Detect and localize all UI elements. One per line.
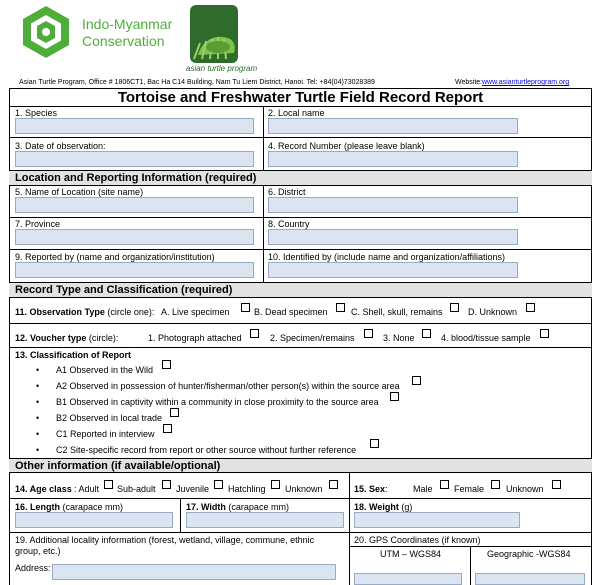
- observation-type-label: 11. Observation Type: [15, 307, 105, 317]
- utm-label: UTM – WGS84: [380, 549, 442, 559]
- bullet: •: [36, 445, 40, 455]
- class-item-c2[interactable]: C2 Site-specific record from report or other source without further reference: [56, 445, 357, 455]
- divider: [180, 498, 181, 532]
- atp-logo: [188, 3, 260, 73]
- voucher-none-checkbox[interactable]: [422, 329, 431, 338]
- bullet: •: [36, 397, 40, 407]
- sex-option-male[interactable]: Male: [413, 484, 433, 494]
- divider: [470, 546, 471, 585]
- geographic-label: Geographic -WGS84: [487, 549, 571, 559]
- other-section-header: [9, 458, 592, 473]
- voucher-photo-checkbox[interactable]: [250, 329, 259, 338]
- obs-option-dead[interactable]: B. Dead specimen: [254, 307, 328, 317]
- sex-colon: :: [385, 484, 388, 494]
- locality-label-line2: group, etc.): [15, 546, 61, 556]
- record-section-header: [9, 282, 592, 298]
- voucher-option-specimen[interactable]: 2. Specimen/remains: [270, 333, 355, 343]
- voucher-blood-checkbox[interactable]: [540, 329, 549, 338]
- voucher-option-photo[interactable]: 1. Photograph attached: [148, 333, 242, 343]
- imc-logo: [18, 4, 74, 60]
- weight-input[interactable]: [354, 512, 520, 528]
- length-label: 16. Length: [15, 502, 61, 512]
- gps-label: 20. GPS Coordinates (if known): [354, 535, 481, 545]
- divider: [9, 137, 592, 138]
- voucher-option-blood[interactable]: 4. blood/tissue sample: [441, 333, 531, 343]
- width-input[interactable]: [186, 512, 344, 528]
- geographic-input[interactable]: [475, 573, 585, 585]
- class-b2-checkbox[interactable]: [170, 408, 179, 417]
- sex-female-checkbox[interactable]: [491, 480, 500, 489]
- divider: [9, 498, 592, 499]
- divider: [349, 473, 350, 585]
- weight-unit: (g): [398, 502, 413, 512]
- address-line: Asian Turtle Program, Office # 1806CT1, Bac Ha C14 Building, Nam Tu Liem District, Hanoi. Tel: +84(04)73028389: [19, 79, 375, 86]
- local-name-input[interactable]: [268, 118, 518, 134]
- record-number-label: 4. Record Number (please leave blank): [268, 141, 425, 151]
- class-c2-checkbox[interactable]: [370, 439, 379, 448]
- species-input[interactable]: [15, 118, 254, 134]
- bullet: •: [36, 365, 40, 375]
- age-option-unknown[interactable]: Unknown: [285, 484, 323, 494]
- obs-live-checkbox[interactable]: [241, 303, 250, 312]
- divider: [9, 532, 592, 533]
- obs-option-shell[interactable]: C. Shell, skull, remains: [351, 307, 443, 317]
- class-item-b2[interactable]: B2 Observed in local trade: [56, 413, 163, 423]
- bullet: •: [36, 413, 40, 423]
- reported-by-label: 9. Reported by (name and organization/institution): [15, 252, 215, 262]
- species-label: 1. Species: [15, 108, 58, 118]
- length-unit: (carapace mm): [60, 502, 124, 512]
- classification-label: 13. Classification of Report: [15, 350, 132, 360]
- province-input[interactable]: [15, 229, 254, 245]
- sex-label: 15. Sex: [354, 484, 386, 494]
- other-section-title: Other information (if available/optional): [15, 460, 221, 472]
- divider: [263, 186, 264, 282]
- length-input[interactable]: [15, 512, 173, 528]
- divider: [9, 217, 592, 218]
- date-input[interactable]: [15, 151, 254, 167]
- website-link[interactable]: www.asianturtleprogram.org: [482, 79, 570, 86]
- observation-type-hint: (circle one):: [104, 307, 155, 317]
- class-item-a2[interactable]: A2 Observed in possession of hunter/fisherman/other person(s) within the source area: [56, 381, 400, 391]
- age-adult-checkbox[interactable]: [104, 480, 113, 489]
- obs-option-unknown[interactable]: D. Unknown: [468, 307, 518, 317]
- sex-unknown-checkbox[interactable]: [552, 480, 561, 489]
- location-section-title: Location and Reporting Information (required): [15, 172, 257, 184]
- width-unit: (carapace mm): [225, 502, 289, 512]
- age-hatchling-checkbox[interactable]: [271, 480, 280, 489]
- location-name-label: 5. Name of Location (site name): [15, 187, 144, 197]
- age-class-label: 14. Age class: [15, 484, 72, 494]
- divider: [9, 347, 592, 348]
- location-section-header: [9, 170, 592, 186]
- divider: [263, 106, 264, 170]
- reported-by-input[interactable]: [15, 262, 254, 278]
- location-name-input[interactable]: [15, 197, 254, 213]
- voucher-option-none[interactable]: 3. None: [383, 333, 415, 343]
- sex-row: [354, 484, 388, 495]
- age-option-hatchling[interactable]: Hatchling: [228, 484, 266, 494]
- local-name-label: 2. Local name: [268, 108, 325, 118]
- locality-label-line1: 19. Additional locality information (forest, wetland, village, commune, ethnic: [15, 535, 315, 545]
- voucher-specimen-checkbox[interactable]: [364, 329, 373, 338]
- date-label: 3. Date of observation:: [15, 141, 106, 151]
- width-label: 17. Width: [186, 502, 226, 512]
- identified-by-label: 10. Identified by (include name and organization/affiliations): [268, 252, 505, 262]
- class-item-c1[interactable]: C1 Reported in interview: [56, 429, 155, 439]
- obs-shell-checkbox[interactable]: [450, 303, 459, 312]
- form-title: Tortoise and Freshwater Turtle Field Record Report: [117, 89, 484, 106]
- sex-male-checkbox[interactable]: [440, 480, 449, 489]
- divider: [9, 323, 592, 324]
- address-input[interactable]: [52, 564, 336, 580]
- identified-by-input[interactable]: [268, 262, 518, 278]
- age-juvenile-checkbox[interactable]: [214, 480, 223, 489]
- voucher-type-label: 12. Voucher type: [15, 333, 87, 343]
- age-option-subadult[interactable]: Sub-adult: [117, 484, 156, 494]
- district-label: 6. District: [268, 187, 306, 197]
- imc-name-line1: Indo-Myanmar: [82, 16, 173, 32]
- age-option-juvenile[interactable]: Juvenile: [176, 484, 210, 494]
- voucher-type-hint: (circle):: [86, 333, 119, 343]
- imc-name: [82, 16, 172, 50]
- divider: [9, 249, 592, 250]
- record-number-input[interactable]: [268, 151, 518, 167]
- bullet: •: [36, 381, 40, 391]
- divider: [9, 106, 592, 107]
- age-unknown-checkbox[interactable]: [329, 480, 338, 489]
- class-item-b1[interactable]: B1 Observed in captivity within a community in close proximity to the source area: [56, 397, 379, 407]
- address-label: Address:: [15, 563, 51, 573]
- imc-name-line2: Conservation: [82, 33, 165, 49]
- class-item-a1[interactable]: A1 Observed in the Wild: [56, 365, 154, 375]
- record-section-title: Record Type and Classification (required): [15, 284, 233, 296]
- district-input[interactable]: [268, 197, 518, 213]
- obs-unknown-checkbox[interactable]: [526, 303, 535, 312]
- utm-input[interactable]: [354, 573, 462, 585]
- class-a2-checkbox[interactable]: [412, 376, 421, 385]
- class-a1-checkbox[interactable]: [162, 360, 171, 369]
- observation-type-row: [15, 307, 154, 318]
- class-c1-checkbox[interactable]: [163, 424, 172, 433]
- obs-dead-checkbox[interactable]: [336, 303, 345, 312]
- province-label: 7. Province: [15, 219, 61, 229]
- website-label: Website:: [455, 79, 483, 86]
- atp-name: asian turtle program: [186, 64, 258, 73]
- country-label: 8. Country: [268, 219, 310, 229]
- class-b1-checkbox[interactable]: [390, 392, 399, 401]
- weight-label: 18. Weight: [354, 502, 399, 512]
- age-subadult-checkbox[interactable]: [162, 480, 171, 489]
- obs-option-live[interactable]: A. Live specimen: [161, 307, 230, 317]
- bullet: •: [36, 429, 40, 439]
- sex-option-female[interactable]: Female: [454, 484, 485, 494]
- voucher-type-row: [15, 333, 118, 344]
- age-option-adult[interactable]: : Adult: [74, 484, 100, 494]
- sex-option-unknown[interactable]: Unknown: [506, 484, 544, 494]
- country-input[interactable]: [268, 229, 518, 245]
